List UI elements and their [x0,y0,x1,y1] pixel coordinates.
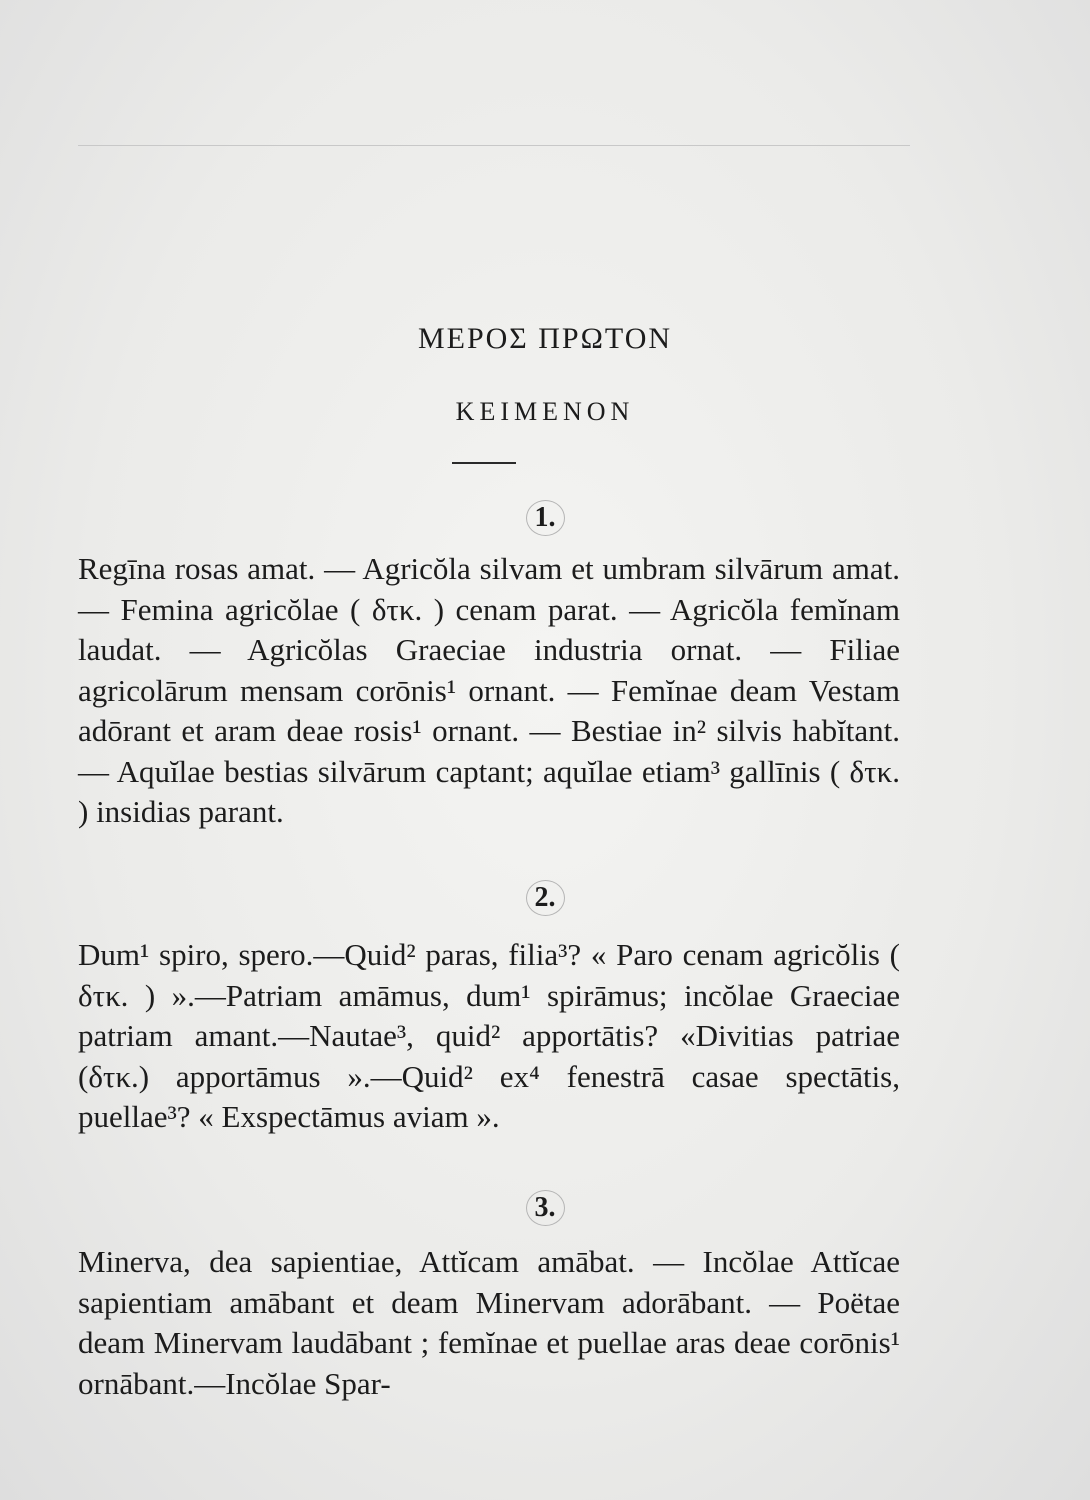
section-1-text: Regīna rosas amat. — Agricŏla silvam et umbram silvārum amat. — Femina agricŏlae ( δτκ. ) cenam parat. — Agricŏla femĭnam laudat. — Agricŏlas Graeciae industria ornat. — Filiae agricolārum mensam corōnis¹ ornant. — Femĭnae deam Vestam adōrant et aram deae rosis¹ ornant. — Bestiae in² silvis habĭtant. — Aquĭlae bestias silvārum captant; aquĭlae etiam³ gallīnis ( δτκ. ) insidias parant. [78,551,900,829]
part-heading: ΜΕΡΟΣ ΠΡΩΤΟΝ [417,322,673,355]
section-heading: KEIMENON [455,397,635,426]
section-number-3 [0,1190,1090,1226]
section-number-1 [0,500,1090,536]
section-number-label: 1. [526,500,565,536]
section-3-text: Minerva, dea sapientiae, Attĭcam amābat. — Incŏlae Attĭcae sapientiam amābant et deam Minervam adorābant. — Poëtae deam Minervam laudābant ; femĭnae et puellae aras deae corōnis¹ ornābant.—Incŏlae Spar- [78,1244,900,1401]
section-number-label: 3. [526,1190,565,1226]
section-number-2 [0,880,1090,916]
bleed-through-rule [78,145,910,146]
section-2-text: Dum¹ spiro, spero.—Quid² paras, filia³? « Paro cenam agricŏlis ( δτκ. ) ».—Patriam amāmus, dum¹ spirāmus; incŏlae Graeciae patriam amant.—Nautae³, quid² apportātis? «Divitias patriae (δτκ.) apportāmus ».—Quid² ex⁴ fenestrā casae spectātis, puellae³? « Exspectāmus aviam ». [78,937,900,1134]
heading-divider [452,462,516,464]
section-number-label: 2. [526,880,565,916]
